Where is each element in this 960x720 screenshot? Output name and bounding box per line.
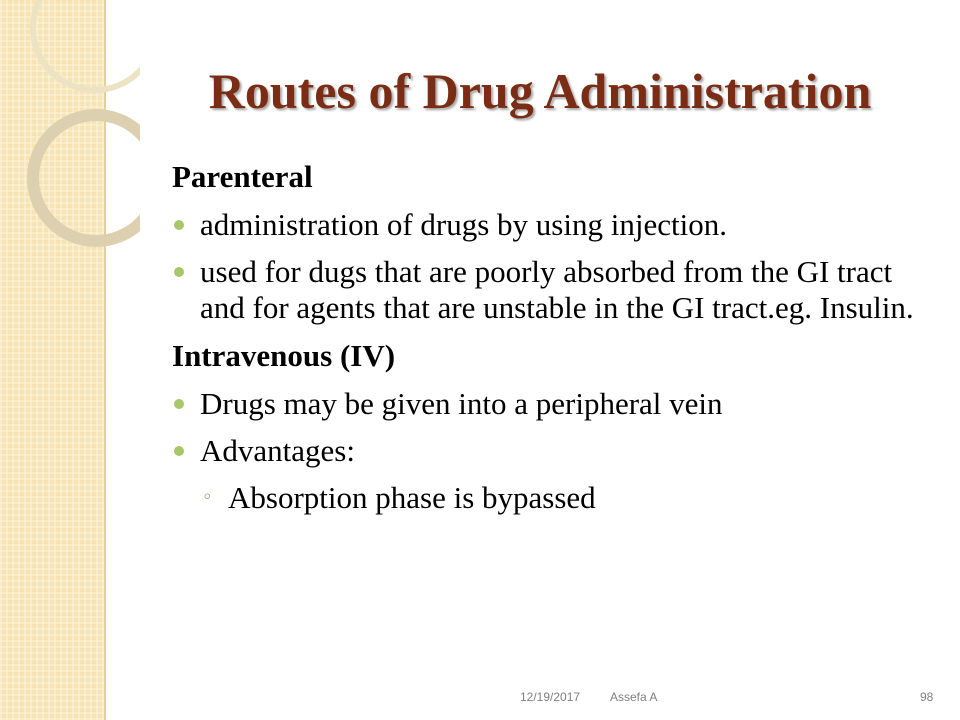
footer-date: 12/19/2017 [520, 690, 581, 704]
bullet-dot-icon [174, 399, 184, 409]
bullet-dot-icon [174, 446, 184, 456]
bullet-text: administration of drugs by using injection. [200, 207, 727, 242]
section-heading-intravenous: Intravenous (IV) [172, 338, 396, 373]
bullet-item [170, 207, 930, 243]
section-heading-parenteral: Parenteral [172, 159, 313, 194]
hollow-circle-bullet-icon: ◦ [202, 487, 213, 508]
sub-bullet-text: Absorption phase is bypassed [228, 480, 596, 515]
bullet-text: Advantages: [200, 433, 355, 468]
bullet-dot-icon [174, 220, 184, 230]
bullet-item [170, 386, 930, 422]
bullet-text: Drugs may be given into a peripheral vein [200, 386, 723, 421]
bullet-item [170, 254, 930, 326]
footer-author: Assefa A [610, 690, 658, 704]
bullet-dot-icon [174, 267, 184, 277]
sub-bullet-item [170, 480, 930, 516]
decorative-circle-middle [33, 115, 140, 241]
slide-title: Routes of Drug Administration [208, 63, 872, 119]
decorative-circles [0, 0, 140, 260]
bullet-text: used for dugs that are poorly absorbed from the GI tract and for agents that are unstable in the GI tract.eg. Insulin. [200, 254, 914, 325]
footer-page-number: 98 [920, 690, 934, 704]
slide-content [170, 158, 930, 516]
bullet-item [170, 433, 930, 469]
